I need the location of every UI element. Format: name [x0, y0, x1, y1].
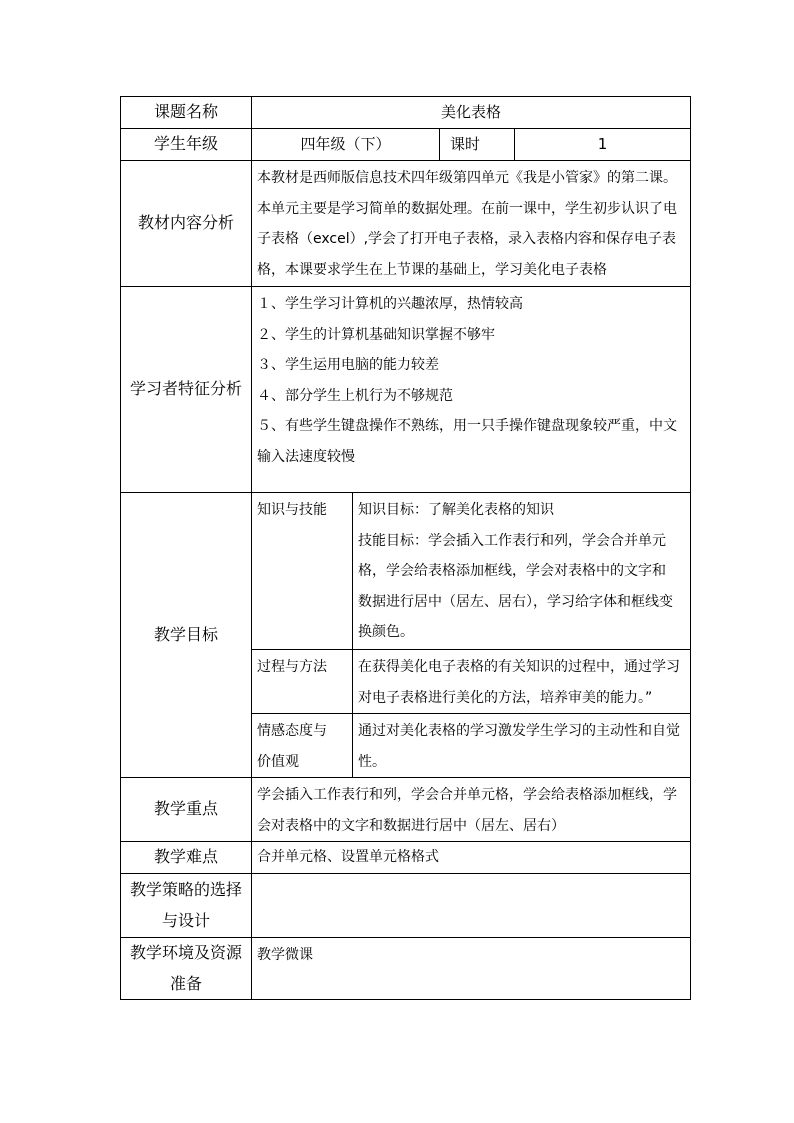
process-method-label: 过程与方法 — [252, 650, 353, 714]
learner-point: ５、有些学生键盘操作不熟练，用一只手操作键盘现象较严重，中文 — [257, 418, 677, 434]
emotion-line: 通过对美化表格的学习激发学生学习的主动性和自觉 — [358, 723, 680, 739]
knowledge-line: 格，学会给表格添加框线，学会对表格中的文字和 — [358, 563, 666, 579]
process-method-text — [353, 650, 691, 714]
emotion-line: 性。 — [358, 753, 386, 770]
knowledge-line: 技能目标：学会插入工作表行和列，学会合并单元 — [358, 532, 666, 549]
process-line: 在获得美化电子表格的有关知识的过程中，通过学习 — [358, 659, 680, 675]
course-name-row — [121, 97, 691, 129]
difficulties-row — [121, 842, 691, 874]
content-analysis-text — [252, 161, 691, 287]
lesson-plan-table — [120, 96, 691, 1000]
learner-analysis-text — [252, 287, 691, 493]
key-points-label: 教学重点 — [121, 778, 252, 842]
environment-label — [121, 938, 252, 1000]
learner-point: ３、学生运用电脑的能力较差 — [257, 357, 439, 373]
grade-value: 四年级（下） — [252, 129, 440, 161]
content-analysis-line: 子表格（excel）,学会了打开电子表格，录入表格内容和保存电子表 — [257, 231, 677, 247]
hours-label: 课时 — [440, 129, 515, 161]
learner-point: ２、学生的计算机基础知识掌握不够牢 — [257, 326, 495, 343]
learner-analysis-row — [121, 287, 691, 493]
objective-knowledge-row — [121, 493, 691, 650]
key-points-row — [121, 778, 691, 842]
environment-text: 教学微课 — [252, 938, 691, 1000]
difficulties-text: 合并单元格、设置单元格格式 — [252, 842, 691, 874]
environment-label-line: 准备 — [169, 973, 202, 993]
grade-row — [121, 129, 691, 161]
environment-row — [121, 938, 691, 1000]
knowledge-skills-text — [353, 493, 691, 650]
content-analysis-row — [121, 161, 691, 287]
learner-point: １、学生学习计算机的兴趣浓厚，热情较高 — [257, 296, 523, 312]
process-line: 对电子表格进行美化的方法，培养审美的能力。” — [358, 689, 653, 706]
knowledge-line: 知识目标：了解美化表格的知识 — [358, 502, 554, 518]
key-points-line: 会对表格中的文字和数据进行居中（居左、居右） — [257, 817, 565, 834]
content-analysis-label: 教材内容分析 — [121, 161, 252, 287]
strategy-label — [121, 874, 252, 938]
strategy-row — [121, 874, 691, 938]
emotion-values-label — [252, 714, 353, 778]
environment-label-line: 教学环境及资源 — [129, 943, 242, 962]
learner-point: 输入法速度较慢 — [257, 448, 355, 465]
emotion-label-line: 情感态度与 — [257, 723, 327, 739]
grade-label: 学生年级 — [121, 129, 252, 161]
key-points-line: 学会插入工作表行和列，学会合并单元格，学会给表格添加框线，学 — [257, 787, 677, 803]
knowledge-line: 换颜色。 — [358, 624, 414, 640]
strategy-label-line: 教学策略的选择 — [129, 880, 242, 899]
objectives-label: 教学目标 — [121, 493, 252, 778]
learner-point: ４、部分学生上机行为不够规范 — [257, 387, 453, 404]
knowledge-line: 数据进行居中（居左、居右），学习给字体和框线变 — [358, 593, 673, 610]
content-analysis-line: 格，本课要求学生在上节课的基础上，学习美化电子表格 — [257, 261, 607, 278]
course-name-value: 美化表格 — [252, 97, 691, 129]
knowledge-skills-label: 知识与技能 — [252, 493, 353, 650]
course-name-label: 课题名称 — [121, 97, 252, 129]
hours-value: 1 — [515, 129, 691, 161]
key-points-text — [252, 778, 691, 842]
emotion-label-line: 价值观 — [257, 753, 299, 770]
emotion-values-text — [353, 714, 691, 778]
learner-analysis-label: 学习者特征分析 — [121, 287, 252, 493]
strategy-text — [252, 874, 691, 938]
strategy-label-line: 与设计 — [161, 910, 210, 930]
content-analysis-line: 本教材是西师版信息技术四年级第四单元《我是小管家》的第二课。 — [257, 170, 677, 186]
difficulties-label: 教学难点 — [121, 842, 252, 874]
content-analysis-line: 本单元主要是学习简单的数据处理。在前一课中，学生初步认识了电 — [257, 200, 677, 217]
